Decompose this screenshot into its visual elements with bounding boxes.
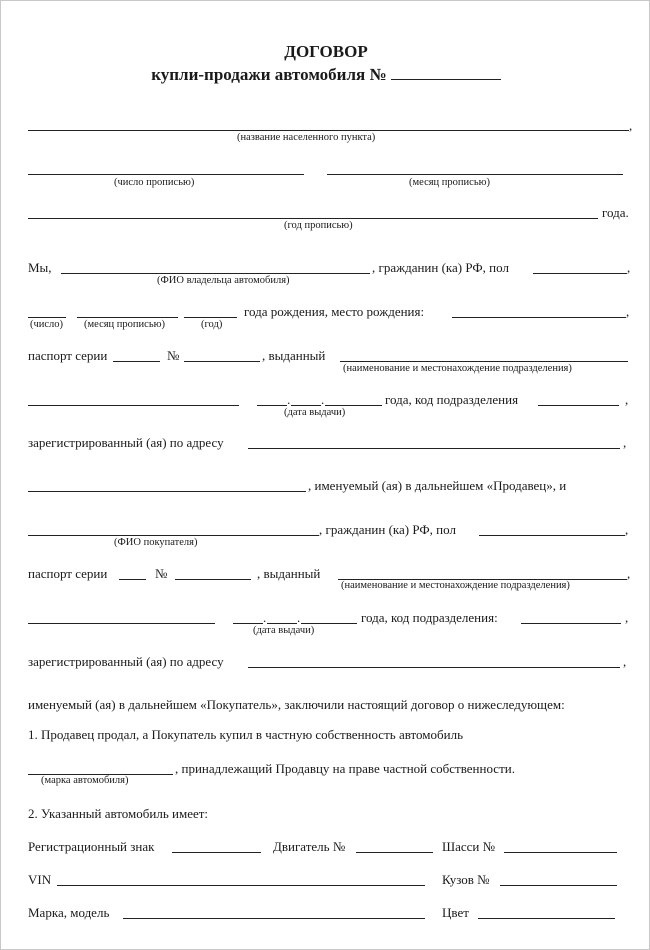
reg-sign-label: Регистрационный знак <box>28 839 155 854</box>
comma: , <box>623 654 627 669</box>
engine-label: Двигатель № <box>273 839 346 854</box>
citizen2-label: , гражданин (ка) РФ, пол <box>319 522 456 537</box>
comma: , <box>627 260 631 275</box>
hint-issuer1: (наименование и местонахождение подразделения) <box>343 363 572 374</box>
make-model-field[interactable] <box>123 918 425 919</box>
buyer-name-field[interactable] <box>28 535 319 536</box>
issue1-year-field[interactable] <box>325 405 382 406</box>
owner-name-field[interactable] <box>61 273 370 274</box>
body-label: Кузов № <box>442 872 490 887</box>
reg2-label: зарегистрированный (ая) по адресу <box>28 654 224 669</box>
code1-field[interactable] <box>538 405 619 406</box>
comma: , <box>625 610 629 625</box>
citizen1-label: , гражданин (ка) РФ, пол <box>372 260 509 275</box>
document-subtitle <box>1 65 650 85</box>
passport1-number-field[interactable] <box>184 361 260 362</box>
comma: , <box>629 118 633 133</box>
dot: . <box>287 392 291 407</box>
hint-god: (год) <box>201 319 223 330</box>
owner-sex-field[interactable] <box>533 273 627 274</box>
subtitle-text: купли-продажи автомобиля № <box>151 65 387 84</box>
comma: , <box>626 304 630 319</box>
hint-buyer: (ФИО покупателя) <box>114 537 198 548</box>
seller-label: , именуемый (ая) в дальнейшем «Продавец», и <box>308 478 567 493</box>
address2-field[interactable] <box>248 667 620 668</box>
hint-year: (год прописью) <box>284 220 353 231</box>
hint-day: (число прописью) <box>114 177 195 188</box>
color-label: Цвет <box>442 905 469 920</box>
issue2-day-field[interactable] <box>233 623 263 624</box>
passport2-series-field[interactable] <box>119 579 146 580</box>
reg1-label: зарегистрированный (ая) по адресу <box>28 435 224 450</box>
clause2-text: 2. Указанный автомобиль имеет: <box>28 806 209 821</box>
dot: . <box>263 610 267 625</box>
buyer-sex-field[interactable] <box>479 535 625 536</box>
hint-mon: (месяц прописью) <box>84 319 165 330</box>
body-field[interactable] <box>500 885 617 886</box>
birth-month-field[interactable] <box>77 317 178 318</box>
year-code2-label: года, код подразделения: <box>361 610 498 625</box>
dot: . <box>297 610 301 625</box>
passport1-issuer-field[interactable] <box>340 361 628 362</box>
hint-city: (название населенного пункта) <box>237 132 376 143</box>
month-field[interactable] <box>327 174 623 175</box>
code2-field[interactable] <box>521 623 621 624</box>
dot: . <box>321 392 325 407</box>
passport2-label: паспорт серии <box>28 566 108 581</box>
no2-label: № <box>155 566 168 581</box>
issue1-day-field[interactable] <box>257 405 287 406</box>
hint-issuer2: (наименование и местонахождение подразделения) <box>341 580 570 591</box>
issue2-year-field[interactable] <box>301 623 357 624</box>
hint-date1: (дата выдачи) <box>284 407 346 418</box>
year-field[interactable] <box>28 218 598 219</box>
vin-field[interactable] <box>57 885 425 886</box>
contract-number-field[interactable] <box>391 65 501 80</box>
engine-field[interactable] <box>356 852 433 853</box>
issue2-month-field[interactable] <box>267 623 297 624</box>
chassis-label: Шасси № <box>442 839 496 854</box>
buyer-naming-text: именуемый (ая) в дальнейшем «Покупатель», заключили настоящий договор о нижеследующем: <box>28 697 565 712</box>
comma: , <box>625 522 629 537</box>
owned-text: , принадлежащий Продавцу на праве частной собственности. <box>175 761 515 776</box>
passport2-issuer-field-2[interactable] <box>28 623 215 624</box>
we-label: Мы, <box>28 260 52 275</box>
passport1-label: паспорт серии <box>28 348 108 363</box>
birth-year-field[interactable] <box>184 317 237 318</box>
issued1-label: , выданный <box>262 348 326 363</box>
year-word: года. <box>602 205 629 220</box>
make-model-label: Марка, модель <box>28 905 110 920</box>
day-field[interactable] <box>28 174 304 175</box>
vin-label: VIN <box>28 872 52 887</box>
hint-owner: (ФИО владельца автомобиля) <box>157 275 290 286</box>
reg-sign-field[interactable] <box>172 852 261 853</box>
no1-label: № <box>167 348 180 363</box>
passport1-issuer-field-2[interactable] <box>28 405 239 406</box>
address1-field[interactable] <box>248 448 620 449</box>
comma: , <box>627 566 631 581</box>
hint-month: (месяц прописью) <box>409 177 490 188</box>
document-title: ДОГОВОР <box>284 42 368 61</box>
chassis-field[interactable] <box>504 852 617 853</box>
birth-label: года рождения, место рождения: <box>244 304 425 319</box>
birth-place-field[interactable] <box>452 317 626 318</box>
clause1-text: 1. Продавец продал, а Покупатель купил в частную собственность автомобиль <box>28 727 463 742</box>
issued2-label: , выданный <box>257 566 321 581</box>
hint-brand: (марка автомобиля) <box>41 775 129 786</box>
color-field[interactable] <box>478 918 615 919</box>
comma: , <box>625 392 629 407</box>
passport2-number-field[interactable] <box>175 579 251 580</box>
city-field[interactable] <box>28 130 629 131</box>
hint-num: (число) <box>30 319 64 330</box>
address1-field-2[interactable] <box>28 491 306 492</box>
hint-date2: (дата выдачи) <box>253 625 315 636</box>
year-code1-label: года, код подразделения <box>385 392 519 407</box>
birth-day-field[interactable] <box>28 317 66 318</box>
issue1-month-field[interactable] <box>291 405 321 406</box>
passport1-series-field[interactable] <box>113 361 160 362</box>
comma: , <box>623 435 627 450</box>
